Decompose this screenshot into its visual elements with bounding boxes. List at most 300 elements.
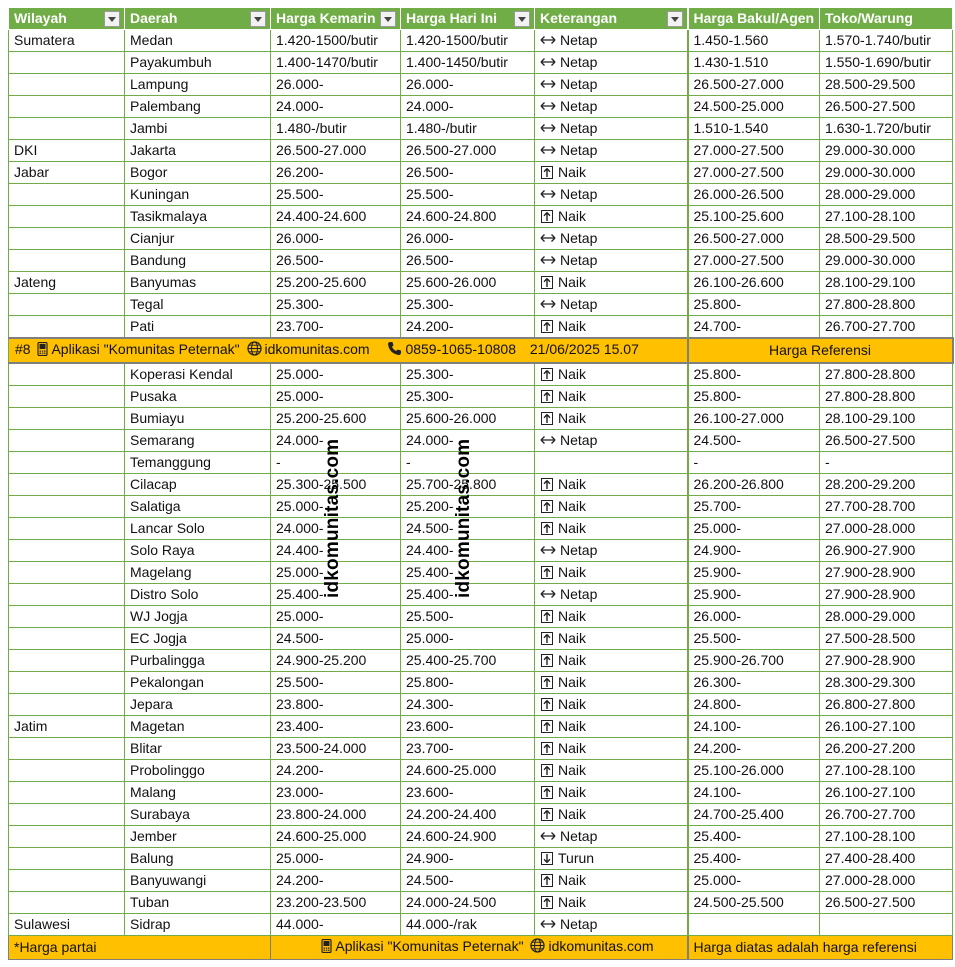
cell-hari-ini[interactable]: 24.300- — [401, 694, 535, 716]
cell-daerah[interactable]: Jambi — [125, 118, 271, 140]
cell-daerah[interactable]: Lampung — [125, 74, 271, 96]
cell-daerah[interactable]: Tasikmalaya — [125, 206, 271, 228]
cell-wilayah[interactable] — [9, 694, 125, 716]
cell-kemarin[interactable]: 25.300-25.500 — [271, 474, 401, 496]
cell-toko[interactable]: 28.500-29.500 — [820, 74, 953, 96]
cell-wilayah[interactable] — [9, 540, 125, 562]
cell-kemarin[interactable]: 24.600-25.000 — [271, 826, 401, 848]
cell-wilayah[interactable] — [9, 562, 125, 584]
cell-wilayah[interactable]: Jatim — [9, 716, 125, 738]
cell-keterangan[interactable] — [535, 118, 688, 140]
cell-wilayah[interactable] — [9, 228, 125, 250]
left-right-arrow-icon — [540, 253, 556, 267]
cell-daerah[interactable]: Cianjur — [125, 228, 271, 250]
cell-hari-ini[interactable]: 24.000- — [401, 430, 535, 452]
cell-bakul[interactable]: 27.000-27.500 — [688, 250, 820, 272]
cell-bakul[interactable]: 25.500- — [688, 628, 820, 650]
cell-kemarin[interactable]: 24.000- — [271, 518, 401, 540]
cell-hari-ini[interactable]: 25.300- — [401, 294, 535, 316]
cell-wilayah[interactable] — [9, 606, 125, 628]
status-label: Netap — [560, 98, 598, 114]
cell-wilayah[interactable] — [9, 184, 125, 206]
cell-hari-ini[interactable]: 25.300- — [401, 363, 535, 386]
banner-site[interactable]: idkomunitas.com — [264, 341, 370, 357]
up-arrow-icon — [541, 566, 553, 579]
cell-daerah[interactable]: Balung — [125, 848, 271, 870]
cell-keterangan[interactable] — [535, 584, 688, 606]
cell-daerah[interactable]: Palembang — [125, 96, 271, 118]
cell-keterangan[interactable] — [535, 184, 688, 206]
cell-bakul[interactable]: 24.100- — [688, 716, 820, 738]
cell-kemarin[interactable]: 23.800-24.000 — [271, 804, 401, 826]
cell-hari-ini[interactable]: 25.600-26.000 — [401, 272, 535, 294]
cell-wilayah[interactable]: DKI — [9, 140, 125, 162]
cell-wilayah[interactable] — [9, 496, 125, 518]
cell-toko[interactable]: 26.200-27.200 — [820, 738, 953, 760]
cell-toko[interactable]: 29.000-30.000 — [820, 162, 953, 184]
cell-bakul[interactable]: 26.500-27.000 — [688, 228, 820, 250]
filter-dropdown-icon[interactable] — [667, 11, 683, 27]
cell-toko[interactable]: 27.900-28.900 — [820, 562, 953, 584]
cell-bakul[interactable]: 1.510-1.540 — [688, 118, 820, 140]
cell-daerah[interactable]: Tuban — [125, 892, 271, 914]
cell-toko[interactable]: 26.500-27.500 — [820, 96, 953, 118]
cell-wilayah[interactable] — [9, 52, 125, 74]
cell-kemarin[interactable]: 26.000- — [271, 74, 401, 96]
cell-keterangan[interactable] — [535, 826, 688, 848]
cell-toko[interactable]: 1.570-1.740/butir — [820, 30, 953, 52]
cell-bakul[interactable]: 26.500-27.000 — [688, 74, 820, 96]
cell-kemarin[interactable]: 25.000- — [271, 386, 401, 408]
footer-site[interactable]: idkomunitas.com — [548, 938, 654, 954]
cell-bakul[interactable]: 25.900-26.700 — [688, 650, 820, 672]
cell-keterangan[interactable] — [535, 272, 688, 294]
cell-hari-ini[interactable]: - — [401, 452, 535, 474]
cell-wilayah[interactable] — [9, 452, 125, 474]
cell-wilayah[interactable] — [9, 650, 125, 672]
cell-wilayah[interactable] — [9, 118, 125, 140]
cell-toko[interactable] — [820, 914, 953, 936]
cell-daerah[interactable]: Banyumas — [125, 272, 271, 294]
cell-toko[interactable]: - — [820, 452, 953, 474]
cell-keterangan[interactable] — [535, 650, 688, 672]
cell-hari-ini[interactable]: 24.500- — [401, 870, 535, 892]
cell-bakul[interactable]: 25.000- — [688, 518, 820, 540]
cell-keterangan[interactable] — [535, 782, 688, 804]
cell-kemarin[interactable]: 25.500- — [271, 184, 401, 206]
cell-kemarin[interactable]: 23.400- — [271, 716, 401, 738]
cell-keterangan[interactable] — [535, 804, 688, 826]
cell-kemarin[interactable]: 25.000- — [271, 848, 401, 870]
cell-hari-ini[interactable]: 1.400-1450/butir — [401, 52, 535, 74]
cell-keterangan[interactable] — [535, 738, 688, 760]
cell-wilayah[interactable] — [9, 408, 125, 430]
cell-kemarin[interactable]: 44.000- — [271, 914, 401, 936]
cell-kemarin[interactable]: 24.200- — [271, 760, 401, 782]
col-daerah-label: Daerah — [130, 10, 178, 26]
cell-hari-ini[interactable]: 25.000- — [401, 628, 535, 650]
cell-toko[interactable]: 27.400-28.400 — [820, 848, 953, 870]
cell-toko[interactable]: 26.900-27.900 — [820, 540, 953, 562]
cell-kemarin[interactable]: 26.500-27.000 — [271, 140, 401, 162]
cell-keterangan[interactable] — [535, 540, 688, 562]
cell-kemarin[interactable]: 1.480-/butir — [271, 118, 401, 140]
cell-toko[interactable]: 28.100-29.100 — [820, 408, 953, 430]
cell-bakul[interactable]: 25.100-26.000 — [688, 760, 820, 782]
left-right-arrow-icon — [540, 297, 556, 311]
cell-toko[interactable]: 26.800-27.800 — [820, 694, 953, 716]
cell-hari-ini[interactable]: 25.400-25.700 — [401, 650, 535, 672]
cell-bakul[interactable]: 25.000- — [688, 870, 820, 892]
cell-keterangan[interactable] — [535, 848, 688, 870]
cell-wilayah[interactable] — [9, 672, 125, 694]
cell-keterangan[interactable] — [535, 914, 688, 936]
cell-bakul[interactable]: - — [688, 452, 820, 474]
cell-keterangan[interactable] — [535, 452, 688, 474]
cell-keterangan[interactable] — [535, 672, 688, 694]
cell-bakul[interactable]: 24.500-25.000 — [688, 96, 820, 118]
cell-bakul[interactable]: 25.900- — [688, 562, 820, 584]
cell-daerah[interactable]: Probolinggo — [125, 760, 271, 782]
cell-daerah[interactable]: Lancar Solo — [125, 518, 271, 540]
phone-icon — [387, 341, 402, 362]
cell-hari-ini[interactable]: 26.500- — [401, 250, 535, 272]
cell-hari-ini[interactable]: 24.500- — [401, 518, 535, 540]
cell-wilayah[interactable] — [9, 363, 125, 386]
cell-bakul[interactable]: 26.000-26.500 — [688, 184, 820, 206]
filter-dropdown-icon[interactable] — [250, 11, 266, 27]
cell-bakul[interactable]: 1.450-1.560 — [688, 30, 820, 52]
cell-kemarin[interactable]: 24.400- — [271, 540, 401, 562]
cell-hari-ini[interactable]: 23.700- — [401, 738, 535, 760]
cell-bakul[interactable]: 26.300- — [688, 672, 820, 694]
cell-toko[interactable]: 26.700-27.700 — [820, 316, 953, 339]
cell-hari-ini[interactable]: 24.600-25.000 — [401, 760, 535, 782]
cell-daerah[interactable]: Kuningan — [125, 184, 271, 206]
cell-kemarin[interactable]: 24.000- — [271, 96, 401, 118]
cell-daerah[interactable]: Cilacap — [125, 474, 271, 496]
cell-keterangan[interactable] — [535, 363, 688, 386]
cell-daerah[interactable]: Tegal — [125, 294, 271, 316]
cell-daerah[interactable]: Bandung — [125, 250, 271, 272]
cell-toko[interactable]: 27.000-28.000 — [820, 518, 953, 540]
cell-kemarin[interactable]: 1.420-1500/butir — [271, 30, 401, 52]
cell-wilayah[interactable]: Sulawesi — [9, 914, 125, 936]
cell-bakul[interactable]: 27.000-27.500 — [688, 140, 820, 162]
cell-kemarin[interactable]: 24.000- — [271, 430, 401, 452]
cell-hari-ini[interactable]: 24.200- — [401, 316, 535, 339]
cell-daerah[interactable]: Purbalingga — [125, 650, 271, 672]
cell-bakul[interactable]: 25.800- — [688, 363, 820, 386]
cell-daerah[interactable]: Jakarta — [125, 140, 271, 162]
cell-bakul[interactable]: 24.800- — [688, 694, 820, 716]
cell-daerah[interactable]: Payakumbuh — [125, 52, 271, 74]
cell-wilayah[interactable] — [9, 782, 125, 804]
cell-wilayah[interactable] — [9, 804, 125, 826]
cell-wilayah[interactable] — [9, 892, 125, 914]
cell-hari-ini[interactable]: 25.200- — [401, 496, 535, 518]
cell-toko[interactable]: 28.300-29.300 — [820, 672, 953, 694]
cell-kemarin[interactable]: - — [271, 452, 401, 474]
cell-keterangan[interactable] — [535, 606, 688, 628]
cell-bakul[interactable]: 25.900- — [688, 584, 820, 606]
cell-toko[interactable]: 27.900-28.900 — [820, 650, 953, 672]
cell-keterangan[interactable] — [535, 250, 688, 272]
cell-daerah[interactable]: Solo Raya — [125, 540, 271, 562]
cell-wilayah[interactable] — [9, 474, 125, 496]
cell-daerah[interactable]: Koperasi Kendal — [125, 363, 271, 386]
cell-keterangan[interactable] — [535, 30, 688, 52]
reference-label — [688, 338, 953, 363]
cell-wilayah[interactable] — [9, 628, 125, 650]
cell-toko[interactable]: 28.000-29.000 — [820, 184, 953, 206]
cell-hari-ini[interactable]: 24.000- — [401, 96, 535, 118]
cell-wilayah[interactable] — [9, 206, 125, 228]
cell-hari-ini[interactable]: 1.480-/butir — [401, 118, 535, 140]
cell-toko[interactable]: 1.630-1.720/butir — [820, 118, 953, 140]
cell-kemarin[interactable]: 25.200-25.600 — [271, 408, 401, 430]
cell-hari-ini[interactable]: 44.000-/rak — [401, 914, 535, 936]
filter-dropdown-icon[interactable] — [380, 11, 396, 27]
cell-daerah[interactable]: Salatiga — [125, 496, 271, 518]
cell-wilayah[interactable] — [9, 250, 125, 272]
cell-hari-ini[interactable]: 25.800- — [401, 672, 535, 694]
cell-kemarin[interactable]: 26.200- — [271, 162, 401, 184]
cell-keterangan[interactable] — [535, 96, 688, 118]
cell-hari-ini[interactable]: 26.000- — [401, 74, 535, 96]
cell-bakul[interactable]: 24.500- — [688, 430, 820, 452]
cell-bakul[interactable]: 24.100- — [688, 782, 820, 804]
cell-bakul[interactable]: 26.100-26.600 — [688, 272, 820, 294]
cell-bakul[interactable]: 24.200- — [688, 738, 820, 760]
cell-hari-ini[interactable]: 25.600-26.000 — [401, 408, 535, 430]
cell-kemarin[interactable]: 1.400-1470/butir — [271, 52, 401, 74]
cell-hari-ini[interactable]: 24.600-24.900 — [401, 826, 535, 848]
cell-bakul[interactable]: 26.200-26.800 — [688, 474, 820, 496]
cell-daerah[interactable]: Temanggung — [125, 452, 271, 474]
cell-wilayah[interactable] — [9, 826, 125, 848]
cell-keterangan[interactable] — [535, 892, 688, 914]
cell-bakul[interactable]: 25.700- — [688, 496, 820, 518]
cell-daerah[interactable]: WJ Jogja — [125, 606, 271, 628]
cell-daerah[interactable]: Surabaya — [125, 804, 271, 826]
cell-wilayah[interactable] — [9, 386, 125, 408]
cell-kemarin[interactable]: 23.700- — [271, 316, 401, 339]
cell-toko[interactable]: 27.500-28.500 — [820, 628, 953, 650]
cell-hari-ini[interactable]: 24.900- — [401, 848, 535, 870]
cell-daerah[interactable]: Semarang — [125, 430, 271, 452]
cell-hari-ini[interactable]: 1.420-1500/butir — [401, 30, 535, 52]
cell-keterangan[interactable] — [535, 162, 688, 184]
cell-wilayah[interactable] — [9, 96, 125, 118]
status-label: Naik — [558, 564, 587, 580]
cell-toko[interactable]: 1.550-1.690/butir — [820, 52, 953, 74]
cell-daerah[interactable]: Bogor — [125, 162, 271, 184]
cell-kemarin[interactable]: 25.400- — [271, 584, 401, 606]
cell-toko[interactable]: 27.100-28.100 — [820, 760, 953, 782]
cell-keterangan[interactable] — [535, 294, 688, 316]
cell-toko[interactable]: 26.100-27.100 — [820, 782, 953, 804]
cell-kemarin[interactable]: 25.300- — [271, 294, 401, 316]
cell-kemarin[interactable]: 24.900-25.200 — [271, 650, 401, 672]
cell-daerah[interactable]: Blitar — [125, 738, 271, 760]
cell-keterangan[interactable] — [535, 228, 688, 250]
cell-toko[interactable]: 26.100-27.100 — [820, 716, 953, 738]
cell-toko[interactable]: 27.100-28.100 — [820, 826, 953, 848]
cell-toko[interactable]: 27.700-28.700 — [820, 496, 953, 518]
cell-kemarin[interactable]: 23.500-24.000 — [271, 738, 401, 760]
cell-toko[interactable]: 27.800-28.800 — [820, 294, 953, 316]
cell-wilayah[interactable]: Sumatera — [9, 30, 125, 52]
cell-toko[interactable]: 27.800-28.800 — [820, 386, 953, 408]
cell-daerah[interactable]: Bumiayu — [125, 408, 271, 430]
cell-toko[interactable]: 28.200-29.200 — [820, 474, 953, 496]
cell-daerah[interactable]: EC Jogja — [125, 628, 271, 650]
cell-keterangan[interactable] — [535, 430, 688, 452]
cell-daerah[interactable]: Sidrap — [125, 914, 271, 936]
cell-daerah[interactable]: Jember — [125, 826, 271, 848]
cell-hari-ini[interactable]: 25.400- — [401, 584, 535, 606]
cell-keterangan[interactable] — [535, 496, 688, 518]
cell-wilayah[interactable] — [9, 74, 125, 96]
cell-daerah[interactable]: Banyuwangi — [125, 870, 271, 892]
cell-toko[interactable]: 26.500-27.500 — [820, 430, 953, 452]
cell-toko[interactable]: 26.500-27.500 — [820, 892, 953, 914]
cell-wilayah[interactable] — [9, 870, 125, 892]
col-toko-label: Toko/Warung — [825, 10, 913, 26]
cell-bakul[interactable]: 24.500-25.500 — [688, 892, 820, 914]
cell-bakul[interactable]: 26.000- — [688, 606, 820, 628]
cell-wilayah[interactable] — [9, 294, 125, 316]
cell-keterangan[interactable] — [535, 518, 688, 540]
cell-bakul[interactable]: 24.700- — [688, 316, 820, 339]
cell-bakul[interactable]: 24.900- — [688, 540, 820, 562]
cell-hari-ini[interactable]: 24.600-24.800 — [401, 206, 535, 228]
cell-hari-ini[interactable]: 24.400- — [401, 540, 535, 562]
cell-toko[interactable]: 26.700-27.700 — [820, 804, 953, 826]
cell-hari-ini[interactable]: 23.600- — [401, 782, 535, 804]
cell-wilayah[interactable] — [9, 518, 125, 540]
cell-kemarin[interactable]: 23.800- — [271, 694, 401, 716]
cell-toko[interactable]: 28.500-29.500 — [820, 228, 953, 250]
cell-kemarin[interactable]: 26.000- — [271, 228, 401, 250]
cell-keterangan[interactable] — [535, 408, 688, 430]
cell-keterangan[interactable] — [535, 386, 688, 408]
cell-keterangan[interactable] — [535, 474, 688, 496]
cell-bakul[interactable] — [688, 914, 820, 936]
cell-kemarin[interactable]: 25.500- — [271, 672, 401, 694]
cell-keterangan[interactable] — [535, 562, 688, 584]
filter-dropdown-icon[interactable] — [104, 11, 120, 27]
cell-wilayah[interactable] — [9, 430, 125, 452]
cell-hari-ini[interactable]: 26.000- — [401, 228, 535, 250]
cell-wilayah[interactable] — [9, 760, 125, 782]
cell-toko[interactable]: 29.000-30.000 — [820, 250, 953, 272]
table-row — [9, 250, 953, 272]
cell-daerah[interactable]: Magelang — [125, 562, 271, 584]
cell-kemarin[interactable]: 24.400-24.600 — [271, 206, 401, 228]
cell-kemarin[interactable]: 24.500- — [271, 628, 401, 650]
cell-daerah[interactable]: Pusaka — [125, 386, 271, 408]
cell-hari-ini[interactable]: 25.400- — [401, 562, 535, 584]
cell-toko[interactable]: 28.000-29.000 — [820, 606, 953, 628]
cell-bakul[interactable]: 24.700-25.400 — [688, 804, 820, 826]
cell-bakul[interactable]: 1.430-1.510 — [688, 52, 820, 74]
cell-daerah[interactable]: Magetan — [125, 716, 271, 738]
cell-hari-ini[interactable]: 25.500- — [401, 184, 535, 206]
cell-kemarin[interactable]: 25.000- — [271, 363, 401, 386]
cell-toko[interactable]: 29.000-30.000 — [820, 140, 953, 162]
cell-bakul[interactable]: 25.400- — [688, 848, 820, 870]
cell-hari-ini[interactable]: 24.200-24.400 — [401, 804, 535, 826]
cell-keterangan[interactable] — [535, 52, 688, 74]
cell-keterangan[interactable] — [535, 870, 688, 892]
cell-kemarin[interactable]: 25.000- — [271, 562, 401, 584]
cell-hari-ini[interactable]: 24.000-24.500 — [401, 892, 535, 914]
cell-toko[interactable]: 27.900-28.900 — [820, 584, 953, 606]
cell-daerah[interactable]: Medan — [125, 30, 271, 52]
cell-toko[interactable]: 27.100-28.100 — [820, 206, 953, 228]
cell-daerah[interactable]: Distro Solo — [125, 584, 271, 606]
cell-daerah[interactable]: Pati — [125, 316, 271, 339]
cell-kemarin[interactable]: 25.000- — [271, 606, 401, 628]
cell-toko[interactable]: 27.000-28.000 — [820, 870, 953, 892]
cell-bakul[interactable]: 26.100-27.000 — [688, 408, 820, 430]
cell-wilayah[interactable] — [9, 738, 125, 760]
cell-wilayah[interactable] — [9, 584, 125, 606]
cell-keterangan[interactable] — [535, 628, 688, 650]
cell-keterangan[interactable] — [535, 760, 688, 782]
cell-toko[interactable]: 28.100-29.100 — [820, 272, 953, 294]
cell-keterangan[interactable] — [535, 74, 688, 96]
cell-kemarin[interactable]: 23.000- — [271, 782, 401, 804]
cell-wilayah[interactable] — [9, 848, 125, 870]
cell-keterangan[interactable] — [535, 206, 688, 228]
cell-kemarin[interactable]: 26.500- — [271, 250, 401, 272]
cell-daerah[interactable]: Jepara — [125, 694, 271, 716]
cell-keterangan[interactable] — [535, 694, 688, 716]
filter-dropdown-icon[interactable] — [514, 11, 530, 27]
up-arrow-icon — [541, 478, 553, 491]
cell-kemarin[interactable]: 25.000- — [271, 496, 401, 518]
cell-bakul[interactable]: 25.800- — [688, 294, 820, 316]
cell-hari-ini[interactable]: 25.500- — [401, 606, 535, 628]
cell-hari-ini[interactable]: 25.300- — [401, 386, 535, 408]
cell-bakul[interactable]: 25.400- — [688, 826, 820, 848]
cell-hari-ini[interactable]: 26.500- — [401, 162, 535, 184]
cell-bakul[interactable]: 25.800- — [688, 386, 820, 408]
cell-hari-ini[interactable]: 25.700-25.800 — [401, 474, 535, 496]
cell-bakul[interactable]: 27.000-27.500 — [688, 162, 820, 184]
cell-wilayah[interactable]: Jabar — [9, 162, 125, 184]
banner-app-name: Aplikasi "Komunitas Peternak" — [51, 341, 240, 357]
cell-wilayah[interactable]: Jateng — [9, 272, 125, 294]
status-label: Netap — [560, 120, 598, 136]
cell-keterangan[interactable] — [535, 140, 688, 162]
cell-keterangan[interactable] — [535, 716, 688, 738]
cell-daerah[interactable]: Pekalongan — [125, 672, 271, 694]
cell-kemarin[interactable]: 24.200- — [271, 870, 401, 892]
cell-toko[interactable]: 27.800-28.800 — [820, 363, 953, 386]
cell-kemarin[interactable]: 25.200-25.600 — [271, 272, 401, 294]
cell-hari-ini[interactable]: 23.600- — [401, 716, 535, 738]
cell-hari-ini[interactable]: 26.500-27.000 — [401, 140, 535, 162]
cell-daerah[interactable]: Malang — [125, 782, 271, 804]
cell-bakul[interactable]: 25.100-25.600 — [688, 206, 820, 228]
cell-wilayah[interactable] — [9, 316, 125, 339]
cell-kemarin[interactable]: 23.200-23.500 — [271, 892, 401, 914]
cell-keterangan[interactable] — [535, 316, 688, 339]
